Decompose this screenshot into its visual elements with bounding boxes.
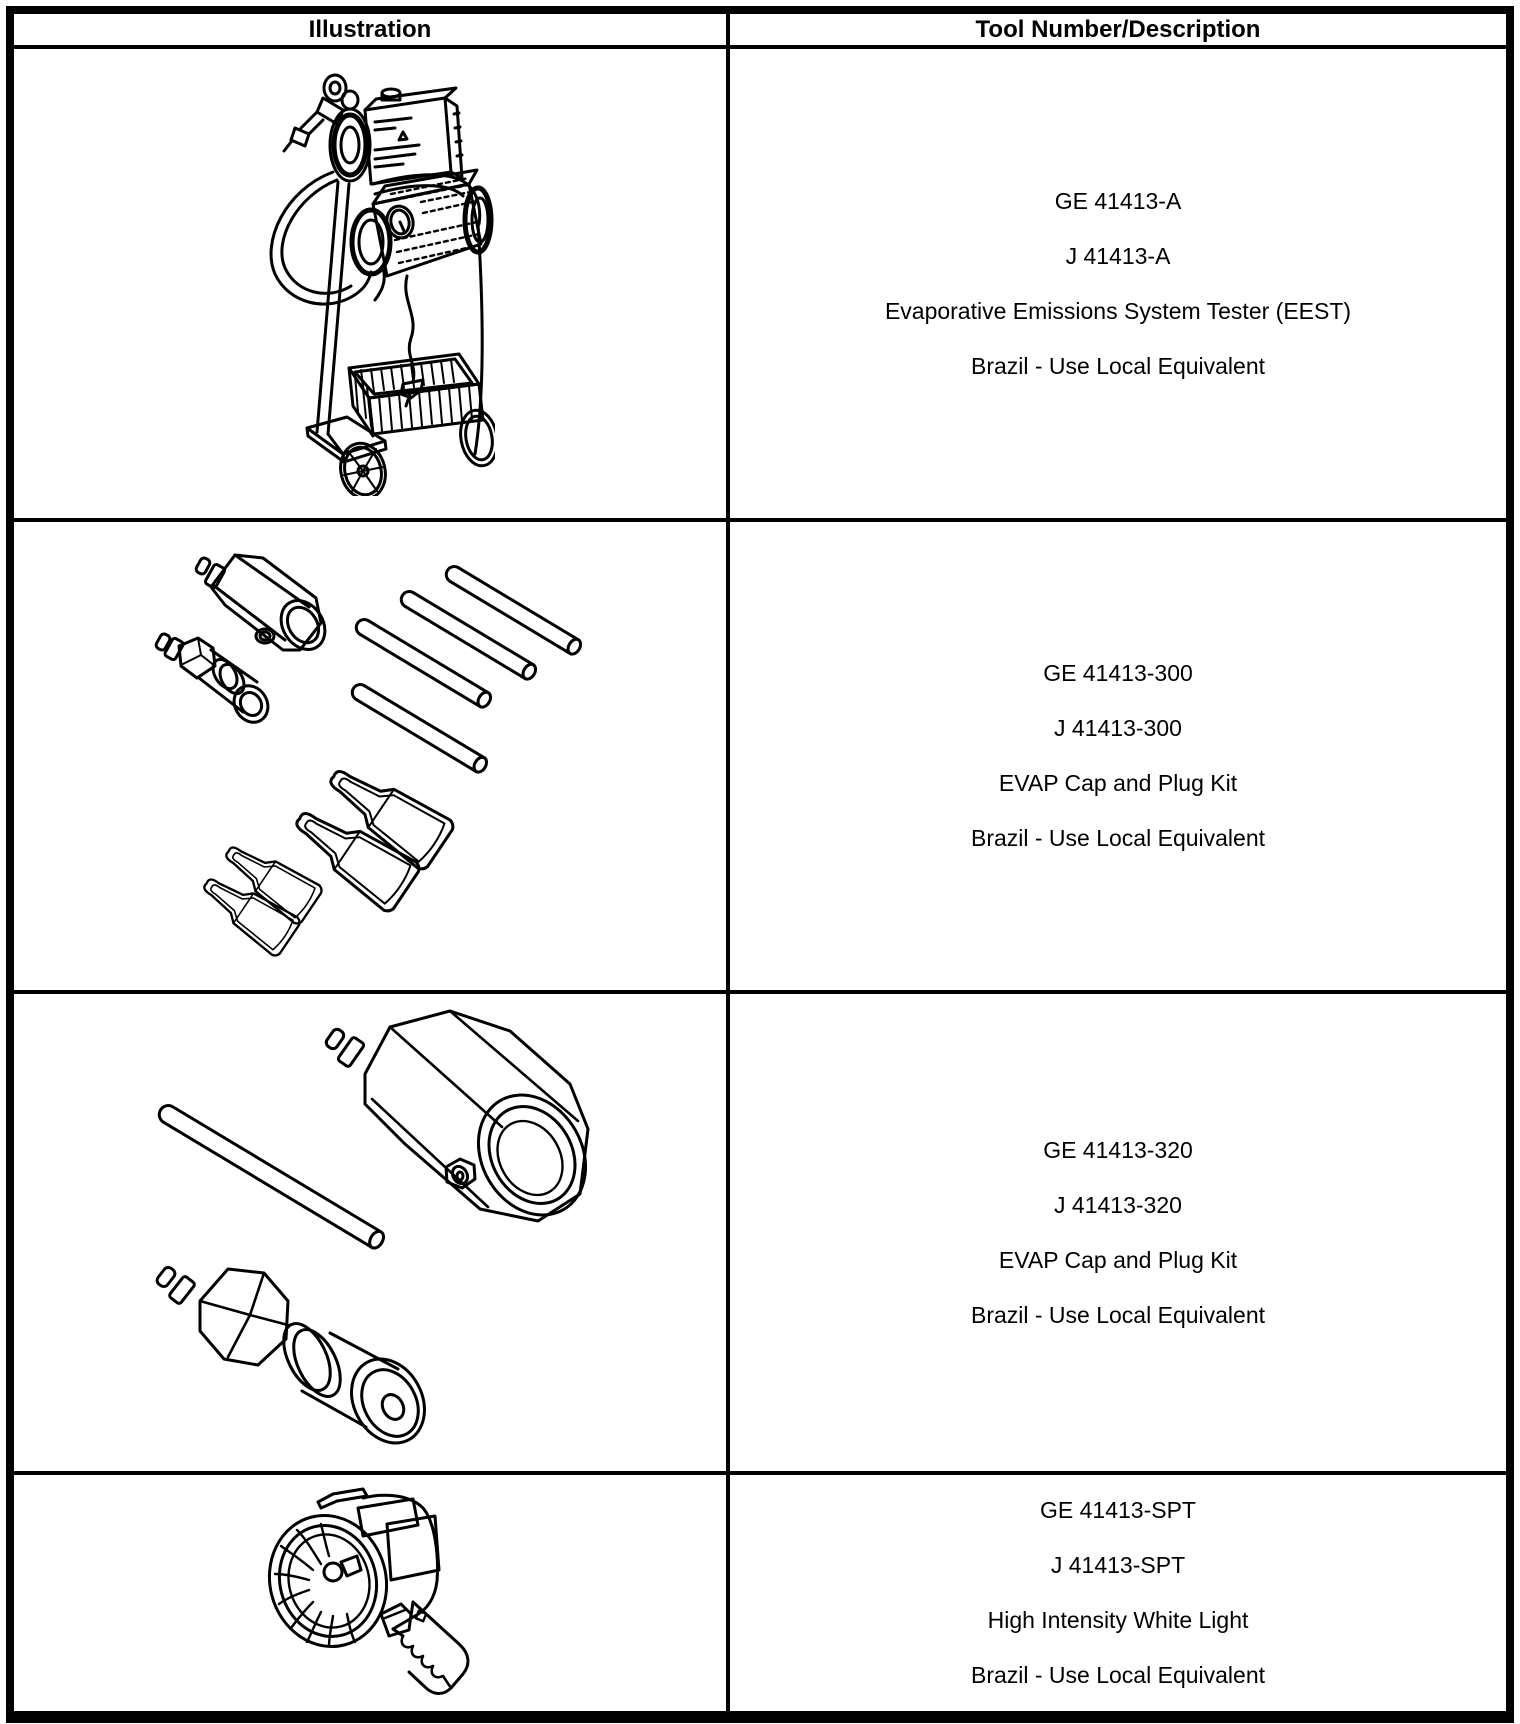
tool-number-line: J 41413-SPT <box>1050 1552 1186 1578</box>
tool-note-line: Brazil - Use Local Equivalent <box>970 1662 1266 1688</box>
tool-number-line: GE 41413-320 <box>1043 1136 1193 1163</box>
tool-description-line: Evaporative Emissions System Tester (EEST) <box>884 297 1352 324</box>
tool-description-line: EVAP Cap and Plug Kit <box>998 1246 1238 1273</box>
evap-cap-and-plug-kit-large-illustration <box>150 1009 590 1457</box>
description-cell-row1 <box>730 49 1506 522</box>
table-header-tool-number-description <box>730 14 1506 49</box>
illustration-cell-eest-cart <box>14 49 730 522</box>
header-illustration-label: Illustration <box>308 16 432 43</box>
tool-note-line: Brazil - Use Local Equivalent <box>970 352 1266 379</box>
tools-table <box>14 14 1506 1711</box>
tool-note-line: Brazil - Use Local Equivalent <box>970 1301 1266 1328</box>
tool-number-line: GE 41413-A <box>1054 187 1182 214</box>
header-description-label: Tool Number/Description <box>975 16 1261 43</box>
description-cell-row2 <box>730 522 1506 994</box>
high-intensity-white-light-illustration <box>263 1486 478 1700</box>
special-tools-table-page <box>6 6 1514 1723</box>
tool-number-line: J 41413-300 <box>1054 715 1182 741</box>
illustration-cell-cap-plug-kit <box>14 522 730 994</box>
table-header-illustration <box>14 14 730 49</box>
tool-description-line: High Intensity White Light <box>987 1607 1249 1633</box>
tool-note-line: Brazil - Use Local Equivalent <box>970 825 1266 851</box>
description-cell-row4 <box>730 1475 1506 1711</box>
eest-cart-illustration <box>245 72 495 496</box>
description-cell-row3 <box>730 994 1506 1475</box>
tool-number-line: GE 41413-300 <box>1043 660 1193 686</box>
tool-number-line: J 41413-320 <box>1054 1191 1182 1218</box>
tool-number-line: GE 41413-SPT <box>1040 1497 1196 1523</box>
evap-cap-and-plug-kit-illustration <box>153 552 588 960</box>
illustration-cell-spotlight <box>14 1475 730 1711</box>
illustration-cell-cap-plug-kit-large <box>14 994 730 1475</box>
tool-description-line: EVAP Cap and Plug Kit <box>998 770 1238 796</box>
tool-number-line: J 41413-A <box>1065 242 1171 269</box>
